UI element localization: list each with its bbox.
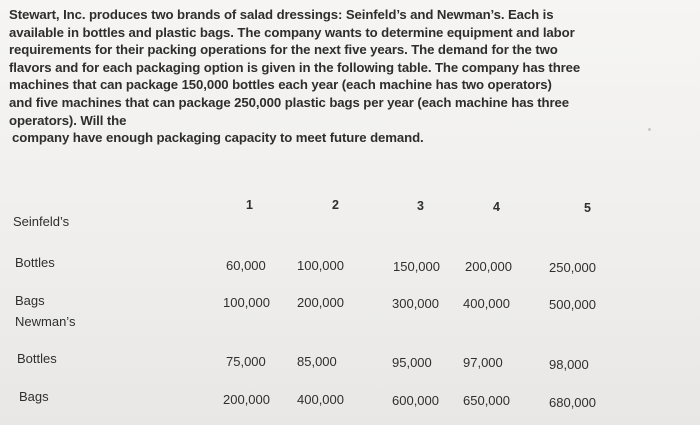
problem-line: machines that can package 150,000 bottles each year (each machine has two operators): [9, 77, 552, 93]
table-cell: 75,000: [226, 354, 266, 369]
table-cell: 100,000: [297, 258, 344, 273]
problem-line: company have enough packaging capacity to meet future demand.: [12, 130, 424, 146]
table-cell: 200,000: [465, 259, 512, 274]
year-header-1: 1: [246, 198, 253, 212]
row-label: Bags: [15, 293, 45, 308]
table-cell: 400,000: [297, 392, 344, 407]
table-cell: 400,000: [463, 296, 510, 311]
year-header-2: 2: [332, 198, 339, 212]
brand-label-seinfelds: Seinfeld’s: [13, 214, 70, 229]
table-cell: 200,000: [223, 392, 270, 407]
table-cell: 500,000: [549, 297, 596, 312]
table-cell: 680,000: [549, 395, 596, 410]
year-header-3: 3: [417, 199, 424, 213]
problem-line: available in bottles and plastic bags. The company wants to determine equipment and labor: [9, 24, 575, 40]
table-cell: 97,000: [463, 355, 503, 370]
table-cell: 150,000: [393, 259, 440, 274]
table-cell: 600,000: [392, 393, 439, 408]
problem-line: Stewart, Inc. produces two brands of salad dressings: Seinfeld’s and Newman’s. Each is: [9, 7, 554, 22]
year-header-5: 5: [584, 201, 591, 215]
table-cell: 98,000: [549, 357, 589, 372]
brand-label-newmans: Newman’s: [15, 314, 76, 329]
problem-line: operators). Will the: [9, 112, 127, 128]
table-cell: 100,000: [223, 295, 270, 310]
table-cell: 250,000: [549, 260, 596, 275]
table-cell: 85,000: [297, 354, 337, 369]
table-cell: 300,000: [392, 296, 439, 311]
table-cell: 95,000: [392, 355, 432, 370]
row-label: Bottles: [15, 255, 55, 270]
table-cell: 60,000: [226, 258, 266, 273]
row-label: Bags: [19, 389, 49, 404]
row-label: Bottles: [17, 351, 57, 366]
problem-line: requirements for their packing operations for the next five years. The demand for the two: [9, 42, 558, 58]
table-cell: 650,000: [463, 393, 510, 408]
problem-line: flavors and for each packaging option is given in the following table. The company has three: [9, 59, 581, 75]
year-header-4: 4: [493, 200, 500, 214]
table-cell: 200,000: [297, 295, 344, 310]
problem-line: and five machines that can package 250,000 plastic bags per year (each machine has three: [9, 94, 569, 110]
